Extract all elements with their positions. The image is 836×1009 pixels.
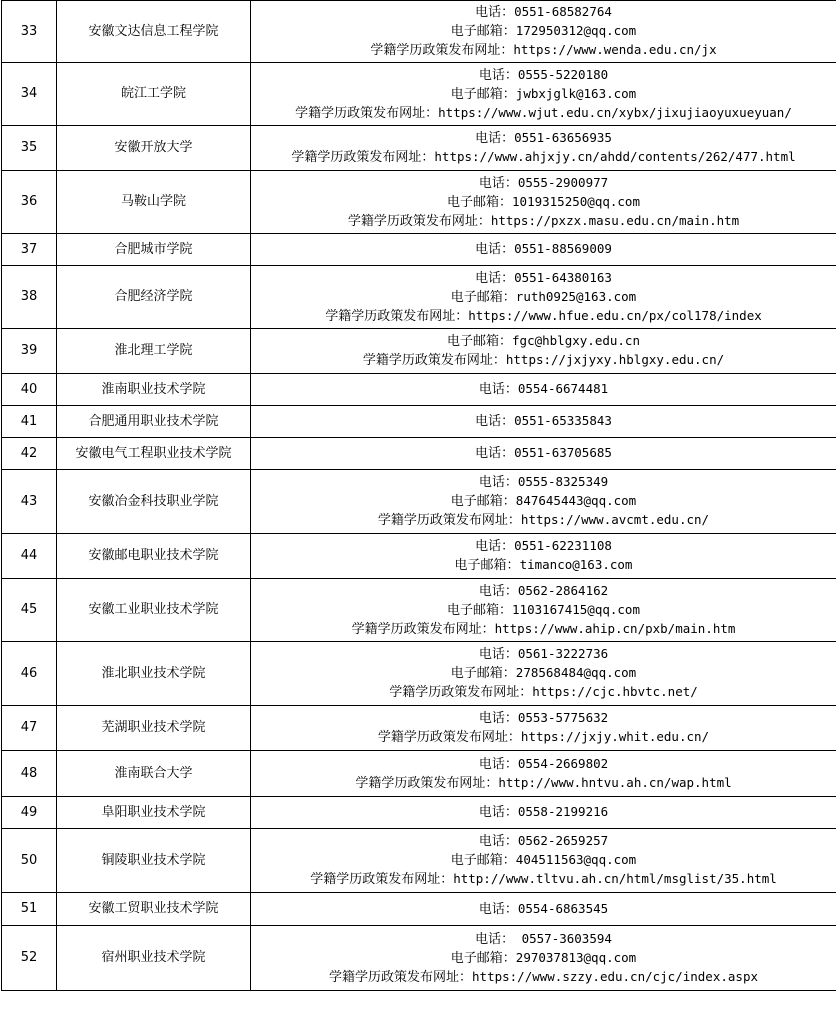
institution-name: 安徽工业职业技术学院 [57,579,251,642]
institution-name: 安徽冶金科技职业学院 [57,470,251,534]
contact-info [251,126,836,171]
phone-number: 0561-3222736 [517,646,609,661]
contact-line [251,968,836,987]
contact-label: 学籍学历政策发布网址： [295,105,439,121]
contact-line [251,601,836,620]
email-address: 404511563@qq.com [515,852,637,867]
contact-line [251,174,836,193]
contact-label: 电子邮箱： [450,86,516,102]
phone-number: 0558-2199216 [517,804,609,819]
contact-info [251,829,836,893]
row-number: 52 [2,926,57,991]
phone-number: 0562-2864162 [517,582,609,598]
contact-line [251,645,836,664]
contact-line [251,870,836,889]
institution-name: 安徽电气工程职业技术学院 [57,438,251,470]
row-number: 36 [2,171,57,234]
table-row [2,374,836,406]
website-url: https://jxjy.whit.edu.cn/ [520,729,710,744]
institution-name: 安徽工贸职业技术学院 [57,893,251,926]
contact-line [251,728,836,747]
institution-name: 铜陵职业技术学院 [57,829,251,893]
row-number: 42 [2,438,57,470]
institution-name: 淮北职业技术学院 [57,642,251,706]
website-url: https://www.ahjxjy.cn/ahdd/contents/262/477.html [434,149,796,164]
institution-name: 安徽开放大学 [57,126,251,171]
contact-info [251,266,836,329]
contact-label: 学籍学历政策发布网址： [355,775,499,791]
row-number: 46 [2,642,57,706]
website-url: http://www.hntvu.ah.cn/wap.html [498,774,732,790]
phone-number: 0554-6674481 [517,381,609,396]
table-row [2,438,836,470]
institution-name: 皖江工学院 [57,63,251,126]
contact-line [251,755,836,774]
contact-label: 学籍学历政策发布网址： [362,353,506,368]
website-url: https://www.wenda.edu.cn/jx [513,42,717,57]
row-number: 34 [2,63,57,126]
contact-label: 电话： [475,5,515,20]
row-number: 48 [2,751,57,797]
contact-label: 电子邮箱： [454,558,520,573]
institution-name: 淮北理工学院 [57,329,251,374]
phone-number: 0553-5775632 [517,710,609,725]
phone-number: 0551-62231108 [514,538,612,553]
row-number: 39 [2,329,57,374]
contact-line [251,556,836,575]
contact-label: 电子邮箱： [447,334,513,349]
contact-label: 电子邮箱： [450,289,516,305]
row-number: 50 [2,829,57,893]
contact-line [251,66,836,85]
contact-info [251,234,836,266]
contact-label: 电话： [475,270,515,286]
contact-line [251,473,836,492]
table-row [2,1,836,63]
contact-label: 学籍学历政策发布网址： [351,621,495,637]
institution-name: 阜阳职业技术学院 [57,797,251,829]
contact-info [251,329,836,374]
table-row [2,63,836,126]
contact-label: 学籍学历政策发布网址： [291,150,435,165]
contact-info [251,579,836,642]
table-row [2,329,836,374]
institution-name: 合肥经济学院 [57,266,251,329]
table-row [2,797,836,829]
contact-line [251,193,836,212]
row-number: 41 [2,406,57,438]
institution-name: 淮南联合大学 [57,751,251,797]
table-row [2,470,836,534]
contact-label: 电子邮箱： [450,950,516,966]
website-url: https://www.avcmt.edu.cn/ [520,512,710,527]
contact-label: 学籍学历政策发布网址： [377,730,521,745]
email-address: 278568484@qq.com [515,665,637,680]
email-address: 1019315250@qq.com [512,193,640,209]
email-address: fgc@hblgxy.edu.cn [512,333,640,348]
contact-label: 电话： [475,242,515,257]
contact-line [251,537,836,556]
contact-line [251,269,836,288]
contact-line [251,129,836,148]
row-number: 49 [2,797,57,829]
row-number: 37 [2,234,57,266]
contact-line [251,444,836,463]
contact-label: 学籍学历政策发布网址： [325,308,469,324]
table-row [2,126,836,171]
phone-number: 0551-68582764 [514,4,612,19]
phone-number: 0551-64380163 [514,269,612,285]
row-number: 47 [2,706,57,751]
website-url: https://www.ahip.cn/pxb/main.htm [494,620,736,636]
institution-name: 合肥城市学院 [57,234,251,266]
contact-info [251,926,836,991]
contact-line [251,351,836,370]
contact-line [251,709,836,728]
contact-line [251,511,836,530]
website-url: https://jxjyxy.hblgxy.edu.cn/ [505,352,725,367]
institution-name: 安徽邮电职业技术学院 [57,534,251,579]
contact-label: 电话： [475,131,515,146]
contact-label: 电话： [478,805,518,820]
institution-name: 安徽文达信息工程学院 [57,1,251,63]
contact-label: 学籍学历政策发布网址： [310,872,454,887]
contact-info [251,706,836,751]
contact-line [251,240,836,259]
contact-line [251,664,836,683]
contact-line [251,582,836,601]
phone-number: 0551-65335843 [514,413,612,428]
row-number: 40 [2,374,57,406]
contact-label: 电子邮箱： [450,494,516,509]
contact-label: 电子邮箱： [447,194,513,210]
table-row [2,751,836,797]
contact-line [251,620,836,639]
contact-label: 学籍学历政策发布网址： [329,969,473,985]
contact-label: 电话： [475,931,515,947]
contact-label: 电话： [478,67,518,83]
table-row [2,829,836,893]
contact-label: 电话： [475,446,515,461]
email-address: timanco@163.com [519,557,633,572]
contact-info [251,406,836,438]
contact-label: 电话： [478,834,518,849]
contact-label: 电话： [478,647,518,662]
contact-line [251,288,836,307]
phone-number: 0555-5220180 [517,66,609,82]
contact-info [251,374,836,406]
contact-label: 学籍学历政策发布网址： [377,513,521,528]
contact-line [251,832,836,851]
row-number: 35 [2,126,57,171]
institution-name: 宿州职业技术学院 [57,926,251,991]
contact-line [251,930,836,949]
email-address: 847645443@qq.com [515,493,637,508]
contact-label: 电话： [475,539,515,554]
contact-label: 电话： [478,175,518,191]
contact-line [251,803,836,822]
contact-label: 电子邮箱： [450,666,516,681]
table-row [2,706,836,751]
table-row [2,926,836,991]
institution-name: 马鞍山学院 [57,171,251,234]
contact-line [251,774,836,793]
contact-info [251,63,836,126]
website-url: https://www.wjut.edu.cn/xybx/jixujiaoyuxueyuan/ [438,104,792,120]
website-url: https://www.hfue.edu.cn/px/col178/index [468,307,762,323]
contact-label: 电话： [478,583,518,599]
contact-info [251,751,836,797]
row-number: 33 [2,1,57,63]
contact-line [251,851,836,870]
website-url: https://pxzx.masu.edu.cn/main.htm [490,212,740,228]
phone-number: 0554-6863545 [517,900,609,916]
contact-info [251,1,836,63]
contact-line [251,3,836,22]
institution-name: 芜湖职业技术学院 [57,706,251,751]
row-number: 43 [2,470,57,534]
contact-label: 电话： [478,475,518,490]
contact-line [251,332,836,351]
phone-number: 0551-63705685 [514,445,612,460]
contact-label: 电子邮箱： [450,853,516,868]
contact-info [251,171,836,234]
phone-number: 0554-2669802 [517,755,609,771]
email-address: 172950312@qq.com [515,23,637,38]
contact-label: 学籍学历政策发布网址： [347,213,491,229]
email-address: jwbxjglk@163.com [515,85,637,101]
contact-info [251,797,836,829]
contact-label: 电话： [478,901,518,917]
contact-line [251,22,836,41]
phone-number: 0555-2900977 [517,174,609,190]
institution-contact-table [1,0,836,991]
contact-label: 电话： [478,711,518,726]
contact-label: 电话： [478,756,518,772]
website-url: https://cjc.hbvtc.net/ [532,684,698,699]
email-address: ruth0925@163.com [515,288,637,304]
phone-number: 0562-2659257 [517,833,609,848]
email-address: 297037813@qq.com [515,949,637,965]
row-number: 38 [2,266,57,329]
contact-info [251,438,836,470]
phone-number: 0557-3603594 [514,930,612,946]
contact-line [251,212,836,231]
phone-number: 0551-88569009 [514,241,612,256]
contact-info [251,534,836,579]
table-row [2,534,836,579]
contact-line [251,41,836,60]
table-row [2,171,836,234]
contact-label: 电话： [478,382,518,397]
table-row [2,234,836,266]
contact-label: 电话： [475,414,515,429]
contact-label: 学籍学历政策发布网址： [389,685,533,700]
contact-label: 学籍学历政策发布网址： [370,43,514,58]
contact-line [251,85,836,104]
row-number: 51 [2,893,57,926]
table-row [2,406,836,438]
contact-line [251,412,836,431]
table-body [2,1,836,991]
contact-line [251,949,836,968]
email-address: 1103167415@qq.com [512,601,640,617]
contact-info [251,642,836,706]
table-row [2,642,836,706]
contact-line [251,307,836,326]
institution-name: 合肥通用职业技术学院 [57,406,251,438]
contact-info [251,470,836,534]
website-url: http://www.tltvu.ah.cn/html/msglist/35.html [453,871,777,886]
contact-line [251,148,836,167]
table-row [2,579,836,642]
contact-label: 电子邮箱： [447,602,513,618]
contact-line [251,900,836,919]
contact-line [251,683,836,702]
phone-number: 0555-8325349 [517,474,609,489]
contact-info [251,893,836,926]
contact-line [251,380,836,399]
institution-name: 淮南职业技术学院 [57,374,251,406]
contact-line [251,492,836,511]
row-number: 45 [2,579,57,642]
contact-line [251,104,836,123]
table-row [2,266,836,329]
phone-number: 0551-63656935 [514,130,612,145]
website-url: https://www.szzy.edu.cn/cjc/index.aspx [472,968,758,984]
contact-label: 电子邮箱： [450,24,516,39]
table-row [2,893,836,926]
row-number: 44 [2,534,57,579]
